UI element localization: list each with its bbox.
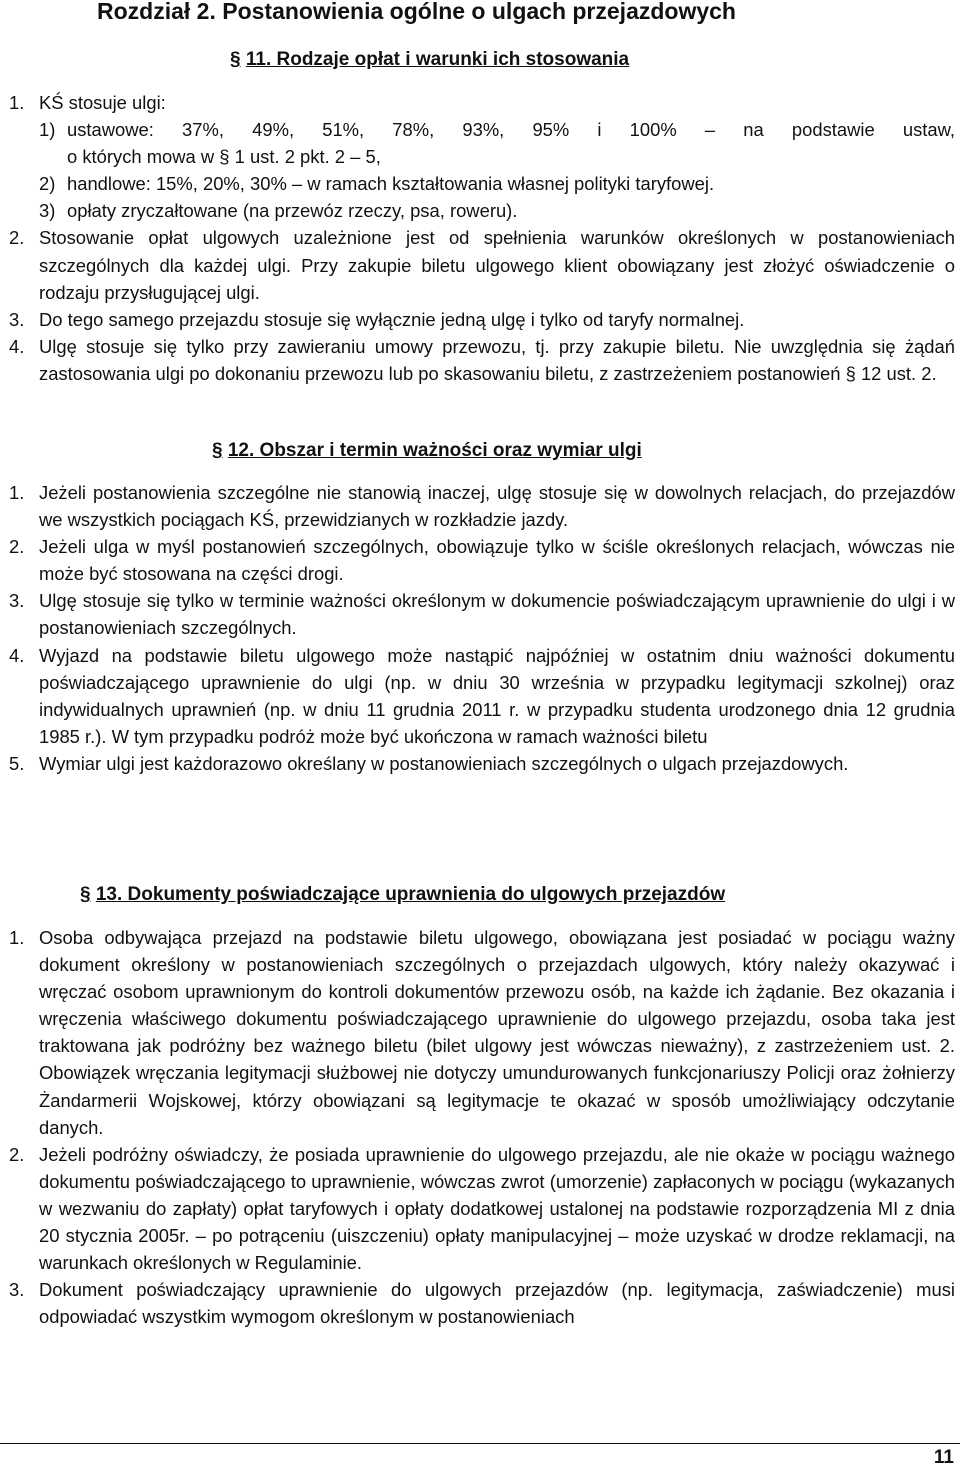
item-number: 2. [9,536,25,558]
sub-item-number: 3) [39,200,56,222]
item-number: 3. [9,1279,25,1301]
section-13-title: 13. Dokumenty poświadczające uprawnienia do ulgowych przejazdów [95,884,726,905]
list-item [0,333,955,387]
chapter-title: Rozdział 2. Postanowienia ogólne o ulgach przejazdowych [97,0,736,24]
page-number: 11 [933,1447,954,1468]
item-text: Jeżeli postanowienia szczególne nie stanowią inaczej, ulgę stosuje się w dowolnych relacjach, do przejazdów we wszystkich pociągach KŚ, przewidzianych w rozkładzie jazdy. [39,482,955,531]
item-text: Jeżeli podróżny oświadczy, że posiada uprawnienie do ulgowego przejazdu, ale nie okaże w pociągu ważnego dokumentu poświadczającego to uprawnienie, wówczas zwrot (umorzenie) zapłaconych w pociągu (wykazanych w wezwaniu do zapłaty) opłat taryfowych i opłaty dodatkowej ustalonej na podstawie rozporządzenia MI z dnia 20 stycznia 2005r. – po potrąceniu (uiszczeniu) opłaty manipulacyjnej – może uzyskać w drodze reklamacji, na warunkach określonych w Regulaminie. [39,1143,955,1274]
item-text: Stosowanie opłat ulgowych uzależnione jest od spełnienia warunków określonych w postanowieniach szczególnych dla każdej ulgi. Przy zakupie biletu ulgowego klient obowiązany jest złożyć oświadczenie o rodzaju przysługującej ulgi. [39,227,955,303]
item-text: Do tego samego przejazdu stosuje się wyłącznie jedną ulgę i tylko od taryfy normalnej. [39,308,745,330]
sub-item-text: ustawowe: 37%, 49%, 51%, 78%, 93%, 95% i 100% – na podstawie ustaw, [67,119,955,141]
sub-item-text: opłaty zryczałtowane (na przewóz rzeczy, psa, roweru). [67,200,518,222]
item-number: 1. [9,482,25,503]
footer-divider [0,1443,960,1444]
item-number: 3. [9,590,25,612]
section-13-heading [80,884,725,906]
section-13-body [0,924,960,1330]
item-number: 4. [9,644,25,666]
section-12-title: 12. Obszar i termin ważności oraz wymiar ulgi [227,440,642,461]
sub-item-text: handlowe: 15%, 20%, 30% – w ramach kształtowania własnej polityki taryfowej. [67,173,715,195]
item-number: 3. [9,308,25,330]
list-item [0,750,955,777]
sub-item [0,197,955,224]
list-item [0,924,955,1141]
sub-item-number: 1) [39,119,56,141]
section-12-heading [212,440,642,462]
item-number: 5. [9,752,25,774]
item-text: Dokument poświadczający uprawnienie do ulgowych przejazdów (np. legitymacja, zaświadczenie) musi odpowiadać wszystkim wymogom określonym w postanowieniach [39,1279,955,1328]
list-item [0,89,955,116]
item-text: Wymiar ulgi jest każdorazowo określany w postanowieniach szczególnych o ulgach przejazdowych. [39,752,849,774]
section-11-body [0,89,960,387]
section-symbol: § [230,49,241,70]
sub-item [0,170,955,197]
sub-item-number: 2) [39,173,56,195]
section-11-heading [230,49,629,71]
list-item [0,587,955,641]
list-item [0,533,955,587]
item-number: 1. [9,927,25,948]
sub-item-text-cont: o których mowa w § 1 ust. 2 pkt. 2 – 5, [67,146,381,168]
item-text: Osoba odbywająca przejazd na podstawie biletu ulgowego, obowiązana jest posiadać w pociągu ważny dokument określony w postanowieniach szczególnych o przejazdach ulgowych, który należy okazywać i wręczać osobom uprawnionym do kontroli dokumentów przewozu osób, na każde ich żądanie. Bez okazania i wręczenia właściwego dokumentu poświadczającego uprawnienie do ulgowego przejazdu, osoba taka jest traktowana jak podróżny bez ważnego biletu (bilet ulgowy jest wówczas nieważny), z zastrzeżeniem ust. 2. Obowiązek wręczania legitymacji służbowej nie dotyczy umundurowanych funkcjonariuszy Policji oraz żołnierzy Żandarmerii Wojskowej, którzy obowiązani są legitymacje te okazać w sposób umożliwiający odczytanie danych. [39,927,955,1138]
list-item [0,224,955,305]
item-number: 2. [9,227,25,249]
list-item [0,1141,955,1276]
section-12-body [0,479,960,777]
item-text: Ulgę stosuje się tylko przy zawieraniu umowy przewozu, tj. przy zakupie biletu. Nie uwzględnia się żądań zastosowania ulgi po dokonaniu przewozu lub po skasowaniu biletu, z zastrzeżeniem postanowień § 12 ust. 2. [39,335,955,384]
item-text: Ulgę stosuje się tylko w terminie ważności określonym w dokumencie poświadczającym uprawnienie do ulgi i w postanowieniach szczególnych. [39,590,955,639]
section-symbol: § [80,884,91,905]
list-item [0,1276,955,1330]
item-text: Jeżeli ulga w myśl postanowień szczególnych, obowiązuje tylko w ściśle określonych relacjach, wówczas nie może być stosowana na części drogi. [39,536,955,585]
sub-item [0,116,955,170]
list-item [0,479,955,533]
list-item [0,642,955,750]
section-symbol: § [212,440,223,461]
item-number: 2. [9,1143,25,1165]
item-number: 1. [9,92,25,113]
item-number: 4. [9,335,25,357]
item-text: Wyjazd na podstawie biletu ulgowego może nastąpić najpóźniej w ostatnim dniu ważności dokumentu poświadczającego uprawnienie do ulgi (np. w dniu 30 września w przypadku legitymacji szkolnej) oraz indywidualnych uprawnień (np. w dniu 11 grudnia 2011 r. w przypadku studenta urodzonego dnia 12 grudnia 1985 r.). W tym przypadku podróż może być ukończona w ramach ważności biletu [39,644,955,747]
item-text: KŚ stosuje ulgi: [39,92,166,113]
list-item [0,306,955,333]
section-11-title: 11. Rodzaje opłat i warunki ich stosowania [245,49,630,70]
